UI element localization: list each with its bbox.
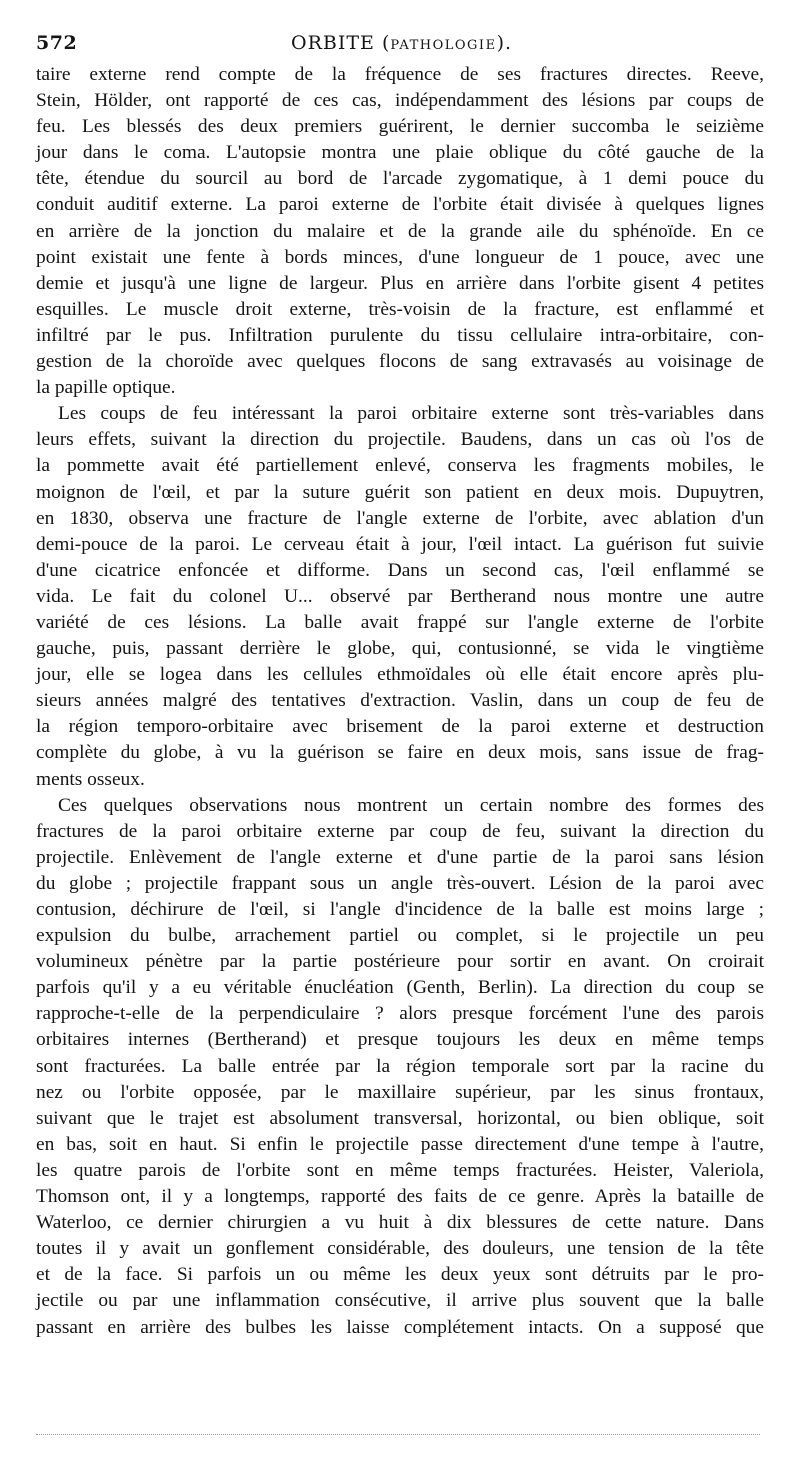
text-line: toutes il y avait un gonflement considérable, des douleurs, une tension de la tête	[36, 1238, 764, 1260]
text-line: rapproche-t-elle de la perpendiculaire ? alors presque forcément l'une des parois	[36, 1003, 764, 1025]
text-line: ments osseux.	[36, 768, 145, 790]
text-line: conduit auditif externe. La paroi externe de l'orbite était divisée à quelques lignes	[36, 194, 764, 216]
text-line: jour dans le coma. L'autopsie montra une plaie oblique du côté gauche de la	[36, 142, 764, 164]
text-line: expulsion du bulbe, arrachement partiel ou complet, si le projectile un peu	[36, 925, 764, 947]
text-line: sieurs années malgré des tentatives d'extraction. Vaslin, dans un coup de feu de	[36, 690, 764, 712]
text-line: esquilles. Le muscle droit externe, très-voisin de la fracture, est enflammé et	[36, 298, 764, 320]
page-number: 572	[36, 32, 78, 54]
text-line: tête, étendue du sourcil au bord de l'arcade zygomatique, à 1 demi pouce du	[36, 168, 764, 190]
text-line: passant en arrière des bulbes les laisse complétement intacts. On a supposé que	[36, 1316, 764, 1338]
running-title-close: ).	[496, 32, 513, 54]
text-line: Thomson ont, il y a longtemps, rapporté des faits de ce genre. Après la bataille de	[36, 1186, 764, 1208]
text-line: variété de ces lésions. La balle avait frappé sur l'angle externe de l'orbite	[36, 611, 764, 633]
running-header	[36, 30, 764, 56]
text-line: infiltré par le pus. Infiltration purulente du tissu cellulaire intra-orbitaire, con-	[36, 324, 764, 346]
text-line: et de la face. Si parfois un ou même les deux yeux sont détruits par le pro-	[36, 1264, 764, 1286]
text-line: d'une cicatrice enfoncée et difforme. Dans un second cas, l'œil enflammé se	[36, 559, 764, 581]
text-line: sont fracturées. La balle entrée par la région temporale sort par la racine du	[36, 1055, 764, 1077]
text-line: en bas, soit en haut. Si enfin le projectile passe directement d'une tempe à l'autre,	[36, 1133, 764, 1155]
text-line: la région temporo-orbitaire avec brisement de la paroi externe et destruction	[36, 716, 764, 738]
text-line: en arrière de la jonction du malaire et de la grande aile du sphénoïde. En ce	[36, 220, 764, 242]
footer-dotted-rule	[36, 1434, 760, 1435]
body-text	[36, 62, 764, 1341]
text-line: la pommette avait été partiellement enlevé, conserva les fragments mobiles, le	[36, 455, 764, 477]
text-line: taire externe rend compte de la fréquence de ses fractures directes. Reeve,	[36, 64, 764, 85]
text-line: les quatre parois de l'orbite sont en même temps fracturées. Heister, Valeriola,	[36, 1159, 764, 1181]
text-line: en 1830, observa une fracture de l'angle externe de l'orbite, avec ablation d'un	[36, 507, 764, 529]
text-line: Ces quelques observations nous montrent un certain nombre des formes des	[58, 794, 764, 816]
running-title-open: (	[374, 32, 391, 54]
text-line: demi-pouce de la paroi. Le cerveau était à jour, l'œil intact. La guérison fut suivie	[36, 533, 764, 555]
text-line: projectile. Enlèvement de l'angle externe et d'une partie de la paroi sans lésion	[36, 846, 764, 868]
text-line: volumineux pénètre par la partie postérieure pour sortir en avant. On croirait	[36, 951, 764, 973]
text-line: nez ou l'orbite opposée, par le maxillaire supérieur, par les sinus frontaux,	[36, 1081, 764, 1103]
text-line: gestion de la choroïde avec quelques flocons de sang extravasés au voisinage de	[36, 351, 764, 373]
text-line: feu. Les blessés des deux premiers guérirent, le dernier succomba le seizième	[36, 116, 764, 138]
text-line: orbitaires internes (Bertherand) et presque toujours les deux en même temps	[36, 1029, 764, 1051]
text-line: moignon de l'œil, et par la suture guérit son patient en deux mois. Dupuytren,	[36, 481, 764, 503]
text-line: jour, elle se logea dans les cellules ethmoïdales où elle était encore après plu-	[36, 664, 764, 686]
text-line: fractures de la paroi orbitaire externe par coup de feu, suivant la direction du	[36, 820, 764, 842]
text-line: Waterloo, ce dernier chirurgien a vu huit à dix blessures de cette nature. Dans	[36, 1212, 764, 1234]
text-line: vida. Le fait du colonel U... observé par Bertherand nous montre une autre	[36, 585, 764, 607]
text-line: parfois qu'il y a eu véritable énucléation (Genth, Berlin). La direction du coup se	[36, 977, 764, 999]
text-line: jectile ou par une inflammation consécutive, il arrive plus souvent que la balle	[36, 1290, 764, 1312]
text-line: la papille optique.	[36, 377, 176, 399]
text-line: du globe ; projectile frappant sous un angle très-ouvert. Lésion de la paroi avec	[36, 872, 764, 894]
text-line: demie et jusqu'à une ligne de largeur. Plus en arrière dans l'orbite gisent 4 petites	[36, 272, 764, 294]
running-title-main: ORBITE	[291, 32, 375, 54]
text-line: point existait une fente à bords minces, d'une longueur de 1 pouce, avec une	[36, 246, 764, 268]
text-line: leurs effets, suivant la direction du projectile. Baudens, dans un cas où l'os de	[36, 429, 764, 451]
text-line: gauche, puis, passant derrière le globe, qui, contusionné, se vida le vingtième	[36, 638, 764, 660]
text-line: contusion, déchirure de l'œil, si l'angle d'incidence de la balle est moins large ;	[36, 899, 764, 920]
text-line: complète du globe, à vu la guérison se faire en deux mois, sans issue de frag-	[36, 742, 764, 764]
text-line: Stein, Hölder, ont rapporté de ces cas, indépendamment des lésions par coups de	[36, 90, 764, 112]
running-title	[291, 30, 512, 59]
running-title-sub: PATHOLOGIE	[390, 38, 497, 53]
text-line: suivant que le trajet est absolument transversal, horizontal, ou bien oblique, soit	[36, 1107, 764, 1129]
text-line: Les coups de feu intéressant la paroi orbitaire externe sont très-variables dans	[58, 403, 764, 425]
